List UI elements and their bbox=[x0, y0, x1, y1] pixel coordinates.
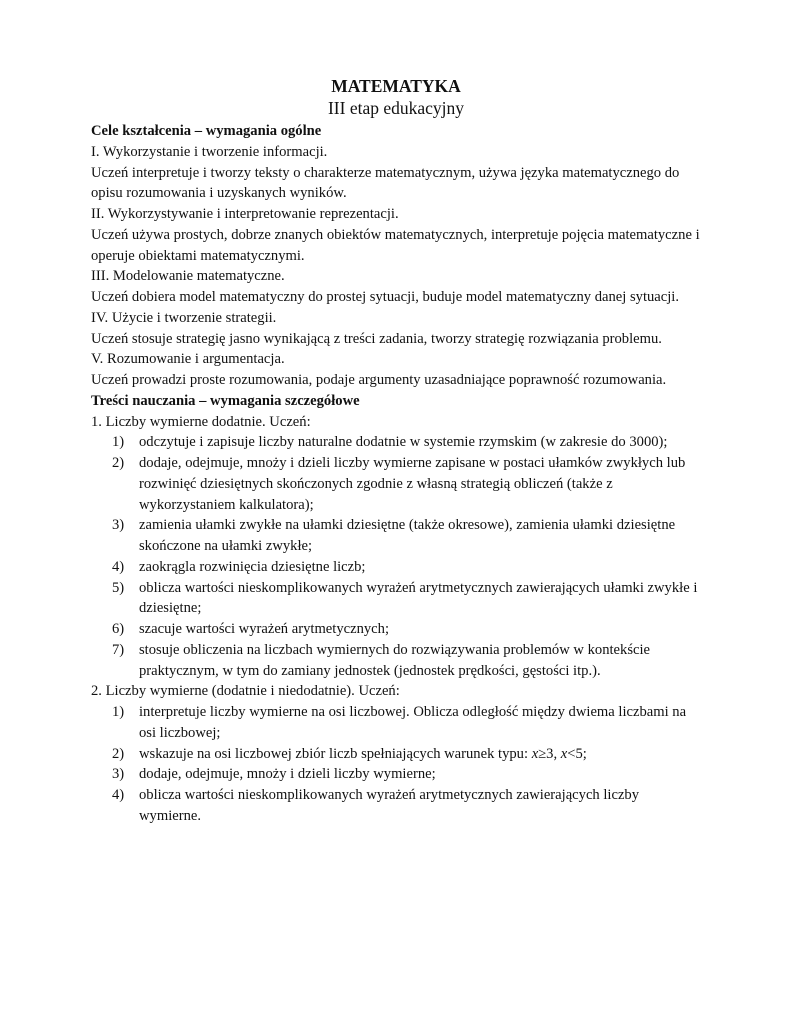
general-block-body: Uczeń interpretuje i tworzy teksty o charakterze matematycznym, używa języka matematycznego do opisu rozumowania i uzyskanych wyników. bbox=[91, 164, 680, 202]
list-text: oblicza wartości nieskomplikowanych wyrażeń arytmetycznych zawierających ułamki zwykłe i dziesiętne; bbox=[139, 579, 698, 617]
list-number: 1) bbox=[112, 434, 125, 451]
general-block-head: I. Wykorzystanie i tworzenie informacji. bbox=[91, 143, 328, 160]
list-item bbox=[91, 432, 701, 453]
general-heading: Cele kształcenia – wymagania ogólne bbox=[91, 123, 322, 139]
list-item bbox=[91, 785, 701, 827]
section-1-list bbox=[91, 432, 701, 681]
page-title: MATEMATYKA bbox=[331, 76, 461, 96]
list-item bbox=[91, 557, 701, 578]
list-item bbox=[91, 619, 701, 640]
list-number: 3) bbox=[112, 766, 125, 783]
list-text: interpretuje liczby wymierne na osi liczbowej. Oblicza odległość między dwiema liczbami na osi liczbowej; bbox=[139, 704, 687, 741]
general-block-body: Uczeń stosuje strategię jasno wynikającą z treści zadania, tworzy strategię rozwiązania problemu. bbox=[91, 330, 662, 347]
math-condition: <5; bbox=[567, 745, 587, 762]
list-item bbox=[91, 744, 701, 765]
page-subtitle: III etap edukacyjny bbox=[327, 98, 465, 118]
general-block-head: III. Modelowanie matematyczne. bbox=[91, 268, 285, 285]
list-number: 5) bbox=[112, 579, 125, 596]
list-number: 7) bbox=[112, 641, 125, 658]
list-item bbox=[91, 702, 701, 744]
math-condition: ≥3, bbox=[538, 745, 561, 762]
list-text-prefix: wskazuje na osi liczbowej zbiór liczb spełniających warunek typu: bbox=[139, 745, 532, 762]
list-item bbox=[91, 578, 701, 620]
general-block-head: V. Rozumowanie i argumentacja. bbox=[91, 351, 285, 368]
general-block-head: IV. Użycie i tworzenie strategii. bbox=[91, 309, 277, 326]
list-text: odczytuje i zapisuje liczby naturalne dodatnie w systemie rzymskim (w zakresie do 3000); bbox=[139, 434, 668, 451]
list-item bbox=[91, 453, 701, 515]
list-item bbox=[91, 640, 701, 682]
list-number: 6) bbox=[112, 621, 125, 637]
list-text: zamienia ułamki zwykłe na ułamki dziesiętne (także okresowe), zamienia ułamki dziesiętne skończone na ułamki zwykłe; bbox=[139, 517, 676, 554]
list-text: szacuje wartości wyrażeń arytmetycznych; bbox=[139, 621, 389, 637]
list-text: zaokrągla rozwinięcia dziesiętne liczb; bbox=[139, 558, 366, 575]
general-block-head: II. Wykorzystywanie i interpretowanie reprezentacji. bbox=[91, 206, 399, 222]
list-number: 3) bbox=[112, 517, 125, 534]
list-text: stosuje obliczenia na liczbach wymiernych do rozwiązywania problemów w kontekście praktycznym, w tym do zamiany jednostek (jednostek prędkości, gęstości itp.). bbox=[139, 641, 651, 679]
list-text: oblicza wartości nieskomplikowanych wyrażeń arytmetycznych zawierających liczby wymierne. bbox=[139, 787, 640, 824]
document-page bbox=[91, 73, 701, 827]
list-text: dodaje, odejmuje, mnoży i dzieli liczby wymierne; bbox=[139, 766, 436, 783]
general-block-body: Uczeń dobiera model matematyczny do prostej sytuacji, buduje model matematyczny danej sytuacji. bbox=[91, 289, 680, 305]
general-block-body: Uczeń prowadzi proste rozumowania, podaje argumenty uzasadniające poprawność rozumowania. bbox=[91, 372, 667, 388]
math-variable: x bbox=[531, 745, 539, 762]
list-number: 4) bbox=[112, 558, 125, 575]
list-number: 1) bbox=[112, 704, 125, 720]
list-number: 2) bbox=[112, 455, 125, 471]
detailed-heading: Treści nauczania – wymagania szczegółowe bbox=[91, 392, 360, 409]
general-block-body: Uczeń używa prostych, dobrze znanych obiektów matematycznych, interpretuje pojęcia matematyczne i operuje obiektami matematycznymi. bbox=[91, 226, 700, 264]
list-text: dodaje, odejmuje, mnoży i dzieli liczby wymierne zapisane w postaci ułamków zwykłych lub rozwinięć dziesiętnych skończonych zgodnie z własną strategią obliczeń (także z wykorzystaniem kalkulatora); bbox=[139, 455, 686, 513]
list-text bbox=[139, 746, 587, 762]
list-number: 4) bbox=[112, 787, 125, 803]
section-1-head: 1. Liczby wymierne dodatnie. Uczeń: bbox=[91, 413, 311, 430]
list-item bbox=[91, 764, 701, 785]
list-number: 2) bbox=[112, 745, 125, 762]
section-2-list bbox=[91, 702, 701, 827]
section-2-head: 2. Liczby wymierne (dodatnie i niedodatnie). Uczeń: bbox=[91, 683, 400, 700]
math-variable: x bbox=[560, 745, 568, 762]
list-item bbox=[91, 515, 701, 557]
